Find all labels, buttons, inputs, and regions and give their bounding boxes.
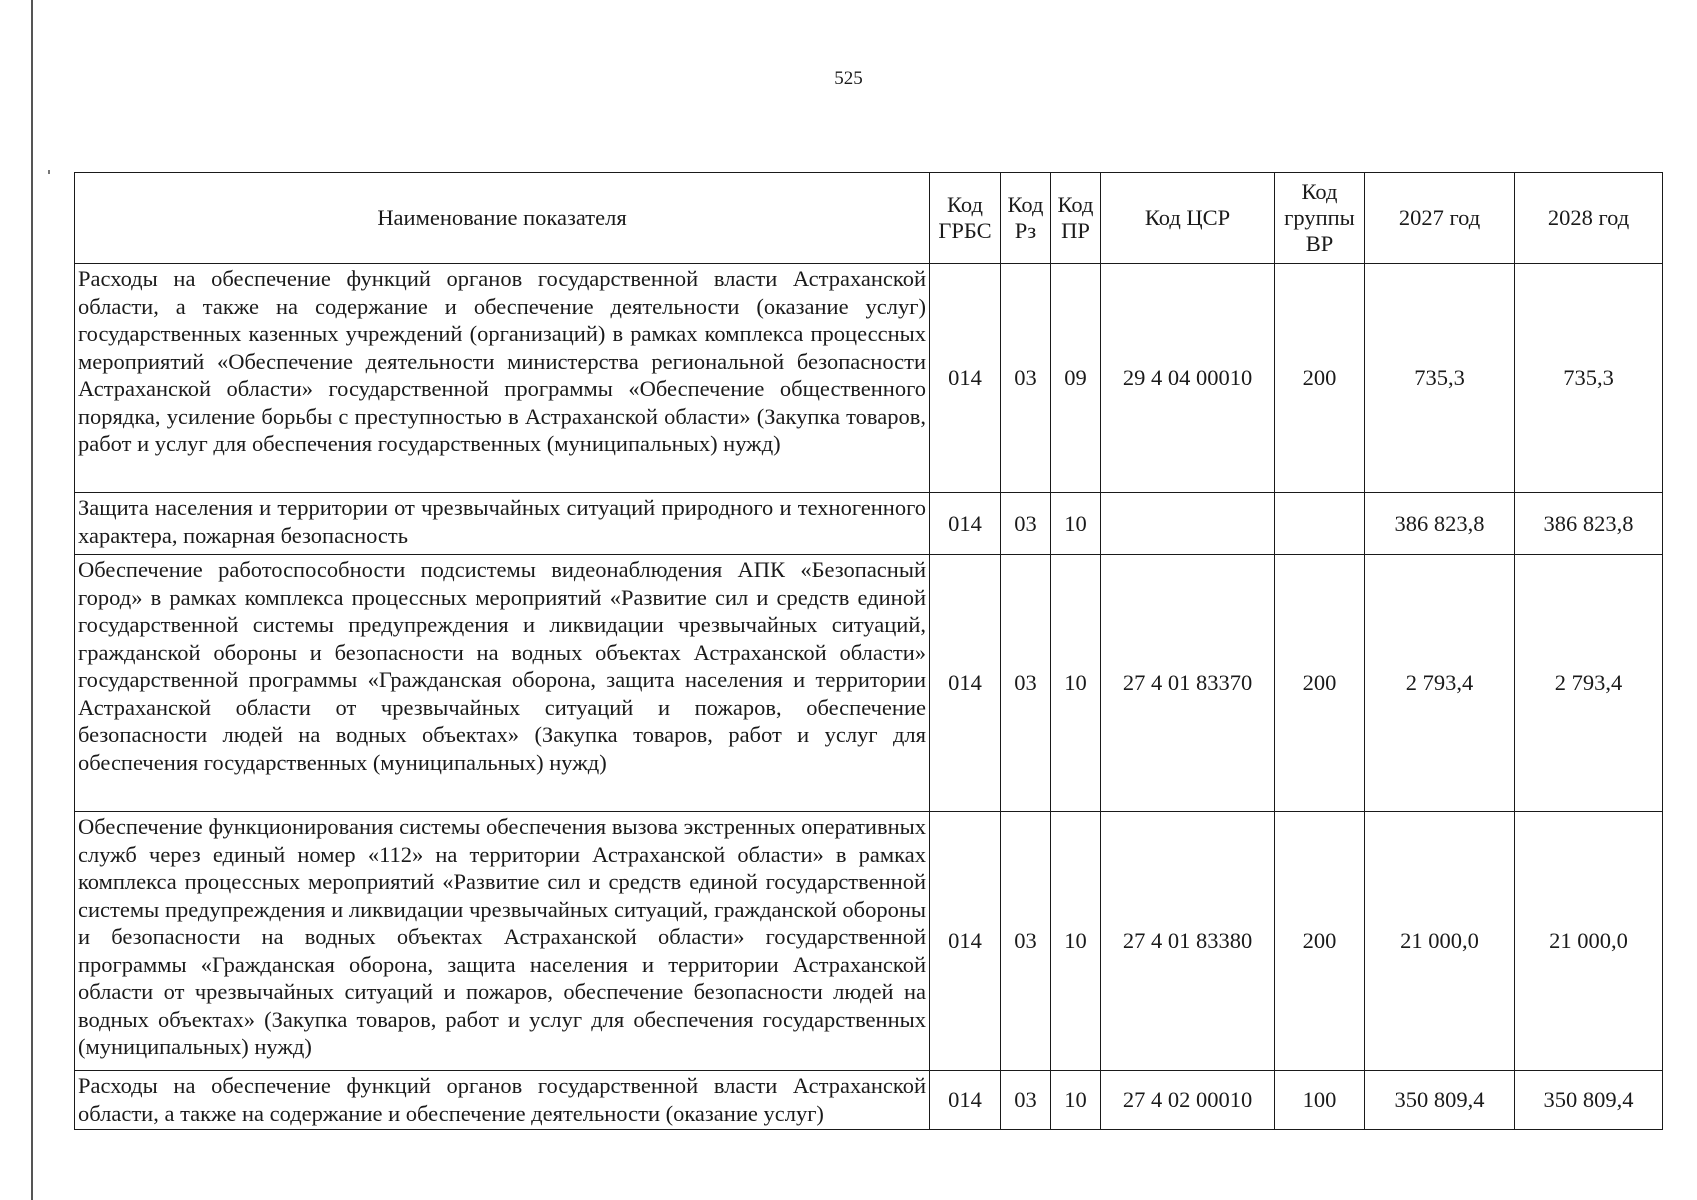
csr-cell	[1101, 493, 1275, 555]
csr-cell: 27 4 01 83380	[1101, 812, 1275, 1071]
vr-cell: 200	[1275, 555, 1365, 812]
header-csr-code: Код ЦСР	[1101, 173, 1275, 264]
header-vr-group-code: Код группы ВР	[1275, 173, 1365, 264]
binding-margin-line	[31, 0, 33, 1200]
page-number: 525	[834, 68, 863, 89]
grbs-cell: 014	[930, 264, 1001, 493]
amount-2027-cell: 350 809,4	[1365, 1071, 1515, 1130]
rz-cell: 03	[1001, 1071, 1051, 1130]
pr-cell: 10	[1051, 812, 1101, 1071]
rz-cell: 03	[1001, 555, 1051, 812]
header-indicator-name: Наименование показателя	[75, 173, 930, 264]
table-row	[75, 1071, 1663, 1130]
indicator-name-cell: Расходы на обеспечение функций органов государственной власти Астраханской области, а также на содержание и обеспечение деятельности (оказание услуг)	[75, 1071, 930, 1130]
grbs-cell: 014	[930, 1071, 1001, 1130]
grbs-cell: 014	[930, 555, 1001, 812]
table-row	[75, 264, 1663, 493]
amount-2028-cell: 386 823,8	[1515, 493, 1663, 555]
header-year-2028: 2028 год	[1515, 173, 1663, 264]
indicator-name-cell: Расходы на обеспечение функций органов государственной власти Астраханской области, а также на содержание и обеспечение деятельности (оказание услуг) государственных казенных учреждений (организаций) в рамках комплекса процессных мероприятий «Обеспечение деятельности министерства региональной безопасности Астраханской области» государственной программы «Обеспечение общественного порядка, усиление борьбы с преступностью в Астраханской области» (Закупка товаров, работ и услуг для обеспечения государственных (муниципальных) нужд)	[75, 264, 930, 493]
amount-2027-cell: 386 823,8	[1365, 493, 1515, 555]
header-rz-code: Код Рз	[1001, 173, 1051, 264]
amount-2028-cell: 2 793,4	[1515, 555, 1663, 812]
indicator-name-cell: Защита населения и территории от чрезвычайных ситуаций природного и техногенного характера, пожарная безопасность	[75, 493, 930, 555]
pr-cell: 10	[1051, 493, 1101, 555]
amount-2027-cell: 2 793,4	[1365, 555, 1515, 812]
indicator-name-cell: Обеспечение функционирования системы обеспечения вызова экстренных оперативных служб через единый номер «112» на территории Астраханской области» в рамках комплекса процессных мероприятий «Развитие сил и средств единой государственной системы предупреждения и ликвидации чрезвычайных ситуаций, гражданской обороны и безопасности на водных объектах Астраханской области» государственной программы «Гражданская оборона, защита населения и территории Астраханской области от чрезвычайных ситуаций и пожаров, обеспечение безопасности людей на водных объектах» (Закупка товаров, работ и услуг для обеспечения государственных (муниципальных) нужд)	[75, 812, 930, 1071]
amount-2028-cell: 21 000,0	[1515, 812, 1663, 1071]
header-year-2027: 2027 год	[1365, 173, 1515, 264]
grbs-cell: 014	[930, 812, 1001, 1071]
amount-2028-cell: 350 809,4	[1515, 1071, 1663, 1130]
amount-2028-cell: 735,3	[1515, 264, 1663, 493]
table-header-row	[75, 173, 1663, 264]
rz-cell: 03	[1001, 493, 1051, 555]
rz-cell: 03	[1001, 812, 1051, 1071]
vr-cell: 100	[1275, 1071, 1365, 1130]
vr-cell: 200	[1275, 812, 1365, 1071]
margin-mark	[48, 170, 50, 174]
grbs-cell: 014	[930, 493, 1001, 555]
csr-cell: 29 4 04 00010	[1101, 264, 1275, 493]
pr-cell: 09	[1051, 264, 1101, 493]
amount-2027-cell: 21 000,0	[1365, 812, 1515, 1071]
indicator-name-cell: Обеспечение работоспособности подсистемы видеонаблюдения АПК «Безопасный город» в рамках комплекса процессных мероприятий «Развитие сил и средств единой государственной системы предупреждения и ликвидации чрезвычайных ситуаций, гражданской обороны и безопасности на водных объектах Астраханской области» государственной программы «Гражданская оборона, защита населения и территории Астраханской области от чрезвычайных ситуаций и пожаров, обеспечение безопасности людей на водных объектах» (Закупка товаров, работ и услуг для обеспечения государственных (муниципальных) нужд)	[75, 555, 930, 812]
table-row	[75, 493, 1663, 555]
table-row	[75, 555, 1663, 812]
csr-cell: 27 4 01 83370	[1101, 555, 1275, 812]
budget-table	[74, 172, 1663, 1130]
rz-cell: 03	[1001, 264, 1051, 493]
header-pr-code: Код ПР	[1051, 173, 1101, 264]
header-grbs-code: Код ГРБС	[930, 173, 1001, 264]
pr-cell: 10	[1051, 1071, 1101, 1130]
vr-cell	[1275, 493, 1365, 555]
table-row	[75, 812, 1663, 1071]
csr-cell: 27 4 02 00010	[1101, 1071, 1275, 1130]
vr-cell: 200	[1275, 264, 1365, 493]
amount-2027-cell: 735,3	[1365, 264, 1515, 493]
pr-cell: 10	[1051, 555, 1101, 812]
